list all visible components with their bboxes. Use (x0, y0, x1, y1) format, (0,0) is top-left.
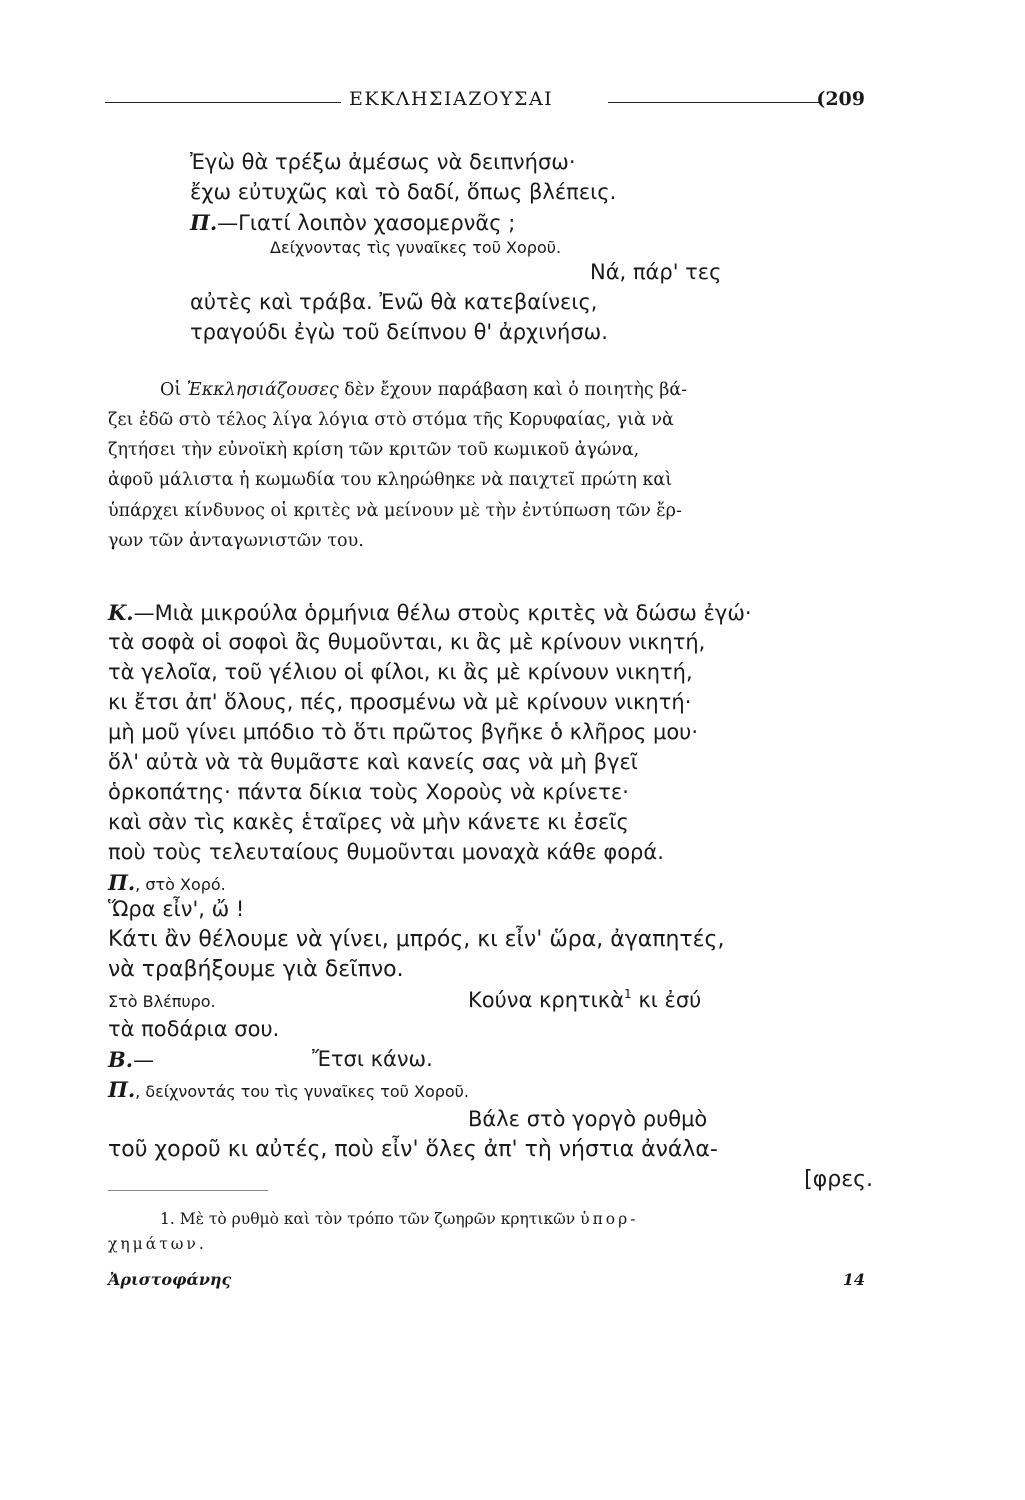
header-rule-right (608, 102, 822, 103)
footnote-rule (108, 1190, 268, 1191)
speaker-line (108, 1047, 154, 1072)
prose-line: ὑπάρχει κίνδυνος οἱ κριτὲς νὰ μείνουν μὲ τὴν ἐντύπωση τῶν ἔρ- (108, 501, 682, 521)
verse-line: κι ἔτσι ἀπ' ὅλους, πές, προσμένω νὰ μὲ κρίνουν νικητή· (108, 690, 692, 714)
prose-line: ζει ἐδῶ στὸ τέλος λίγα λόγια στὸ στόμα τῆς Κορυφαίας, γιὰ νὰ (108, 410, 674, 430)
signature-author: Ἀριστοφάνης (108, 1270, 232, 1289)
verse-line: καὶ σὰν τὶς κακὲς ἑταῖρες νὰ μὴν κάνετε κι ἐσεῖς (108, 810, 629, 834)
verse-line: ποὺ τοὺς τελευταίους θυμοῦνται μοναχὰ κάθε φορά. (108, 840, 664, 864)
speaker-label: Π. (190, 210, 218, 235)
prose-text: δὲν ἔχουν παράβαση καὶ ὁ ποιητὴς βά- (338, 380, 688, 400)
prose-line: ἀφοῦ μάλιστα ἡ κωμωδία του κληρώθηκε νὰ παιχτεῖ πρώτη καὶ (108, 470, 673, 490)
speaker-label: Β. (108, 1047, 134, 1072)
footnote-text-spaced: ὑπορ- (580, 1210, 639, 1228)
speaker-label: Κ. (108, 600, 134, 625)
running-title: ΕΚΚΛΗΣΙΑΖΟΥΣΑΙ (349, 88, 554, 110)
verse-line: τραγούδι ἐγὼ τοῦ δείπνου θ' ἀρχινήσω. (190, 320, 608, 344)
footnote-continuation: χημάτων. (108, 1235, 207, 1253)
verse-line: Ἐγὼ θὰ τρέξω ἀμέσως νὰ δειπνήσω· (190, 150, 576, 174)
verse-line: μὴ μοῦ γίνει μπόδιο τὸ ὅτι πρῶτος βγῆκε ὁ κλῆρος μου· (108, 720, 698, 744)
verse-text: κι ἐσύ (631, 988, 702, 1012)
verse-line: ὁρκοπάτης· πάντα δίκια τοὺς Χοροὺς νὰ κρίνετε· (108, 780, 629, 804)
verse-line: τοῦ χοροῦ κι αὐτές, ποὺ εἶν' ὅλες ἀπ' τὴ νήστια ἀνάλα- (108, 1137, 718, 1162)
verse-line (468, 987, 701, 1012)
prose-line: ζητήσει τὴν εὐνοϊκὴ κρίση τῶν κριτῶν τοῦ κωμικοῦ ἀγώνα, (108, 440, 640, 460)
verse-text: —Μιὰ μικρούλα ὁρμήνια θέλω στοὺς κριτὲς νὰ δώσω ἐγώ· (133, 601, 752, 625)
verse-text: —Γιατί λοιπὸν χασομερνᾶς ; (217, 211, 516, 235)
verse-line: ὅλ' αὐτὰ νὰ τὰ θυμᾶστε καὶ κανείς σας νὰ μὴ βγεῖ (108, 750, 638, 774)
speaker-line (108, 870, 226, 895)
signature-sheet-number: 14 (842, 1270, 865, 1289)
page-number: (209 (816, 88, 865, 110)
verse-line: Νά, πάρ' τες (590, 260, 722, 284)
verse-line: ἔχω εὐτυχῶς καὶ τὸ δαδί, ὅπως βλέπεις. (190, 180, 617, 204)
stage-direction: , στὸ Χορό. (135, 875, 226, 894)
verse-line: Κάτι ἂν θέλουμε νὰ γίνει, μπρός, κι εἶν' ὥρα, ἀγαπητές, (108, 927, 725, 952)
verse-line: αὐτὲς καὶ τράβα. Ἐνῶ θὰ κατεβαίνεις, (190, 290, 598, 314)
footnote-text: 1. Μὲ τὸ ρυθμὸ καὶ τὸν τρόπο τῶν ζωηρῶν κρητικῶν (160, 1210, 576, 1228)
footnote (160, 1210, 638, 1228)
speaker-line (108, 1077, 469, 1102)
verse-line: τὰ γελοῖα, τοῦ γέλιου οἱ φίλοι, κι ἂς μὲ κρίνουν νικητή, (108, 660, 693, 684)
verse-text: Κούνα κρητικὰ (468, 988, 625, 1012)
speaker-label: Π. (108, 870, 136, 895)
verse-line: νὰ τραβήξουμε γιὰ δεῖπνο. (108, 957, 404, 982)
stage-direction: Στὸ Βλέπυρο. (108, 992, 216, 1011)
header-rule-left (105, 102, 341, 103)
prose-line: γων τῶν ἀνταγωνιστῶν του. (108, 531, 364, 551)
verse-text: — (133, 1048, 155, 1072)
running-head (105, 88, 865, 116)
work-title: Ἐκκλησιάζουσες (186, 380, 339, 400)
verse-line: τὰ ποδάρια σου. (108, 1017, 280, 1041)
verse-line: Ὥρα εἶν', ὤ ! (108, 897, 245, 921)
verse-line: τὰ σοφὰ οἱ σοφοὶ ἂς θυμοῦνται, κι ἂς μὲ κρίνουν νικητή, (108, 630, 706, 654)
stage-direction: Δείχνοντας τὶς γυναῖκες τοῦ Χοροῦ. (270, 238, 562, 257)
verse-line (108, 600, 752, 625)
verse-line: Ἔτσι κάνω. (312, 1047, 433, 1071)
verse-line (190, 210, 515, 235)
footnote-ref: 1 (624, 987, 632, 1001)
prose-line (160, 380, 687, 400)
prose-text: Οἱ (160, 380, 187, 400)
speaker-label: Π. (108, 1077, 136, 1102)
verse-line: [φρες. (804, 1167, 873, 1192)
verse-line: Βάλε στὸ γοργὸ ρυθμὸ (468, 1107, 708, 1131)
stage-direction: , δείχνοντάς του τὶς γυναῖκες τοῦ Χοροῦ. (135, 1082, 470, 1101)
